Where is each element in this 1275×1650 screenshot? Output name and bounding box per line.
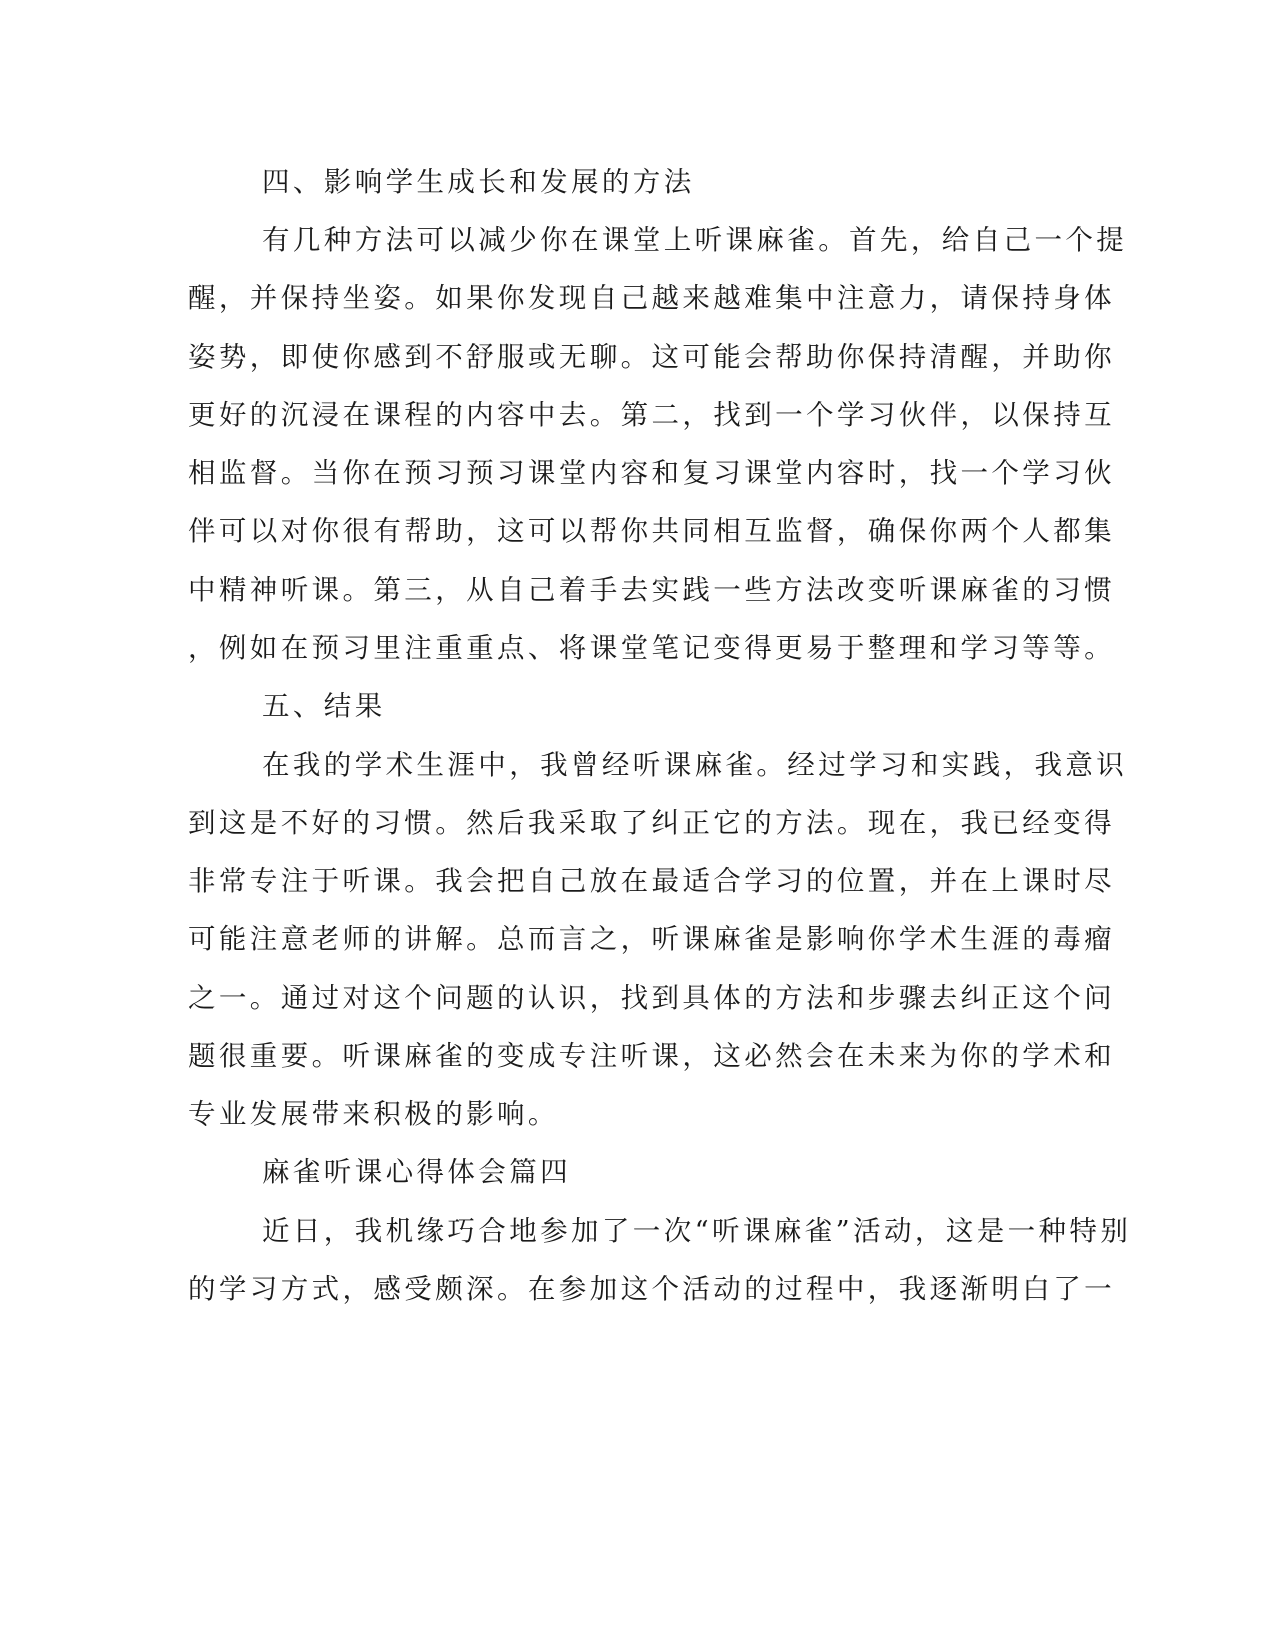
paragraph-line: 中精神听课。第三，从自己着手去实践一些方法改变听课麻雀的习惯: [188, 574, 1115, 606]
paragraph-line: 题很重要。听课麻雀的变成专注听课，这必然会在未来为你的学术和: [188, 1040, 1115, 1072]
paragraph-line: 更好的沉浸在课程的内容中去。第二，找到一个学习伙伴，以保持互: [188, 399, 1115, 431]
paragraph-line: 姿势，即使你感到不舒服或无聊。这可能会帮助你保持清醒，并助你: [188, 341, 1115, 373]
paragraph-line: 近日，我机缘巧合地参加了一次“听课麻雀”活动，这是一种特别: [262, 1215, 1132, 1247]
paragraph-line: 相监督。当你在预习预习课堂内容和复习课堂内容时，找一个学习伙: [188, 457, 1115, 489]
section-heading: 五、结果: [262, 690, 386, 722]
paragraph-line: 之一。通过对这个问题的认识，找到具体的方法和步骤去纠正这个问: [188, 982, 1115, 1014]
paragraph-line: 专业发展带来积极的影响。: [188, 1098, 559, 1130]
section-heading: 麻雀听课心得体会篇四: [262, 1156, 571, 1188]
paragraph-line: 有几种方法可以减少你在课堂上听课麻雀。首先，给自己一个提: [262, 224, 1128, 256]
paragraph-line: 可能注意老师的讲解。总而言之，听课麻雀是影响你学术生涯的毒瘤: [188, 923, 1115, 955]
paragraph-line: 到这是不好的习惯。然后我采取了纠正它的方法。现在，我已经变得: [188, 807, 1115, 839]
section-heading: 四、影响学生成长和发展的方法: [262, 166, 695, 198]
paragraph-line: 醒，并保持坐姿。如果你发现自己越来越难集中注意力，请保持身体: [188, 282, 1115, 314]
paragraph-line: 非常专注于听课。我会把自己放在最适合学习的位置，并在上课时尽: [188, 865, 1115, 897]
paragraph-line: ，例如在预习里注重重点、将课堂笔记变得更易于整理和学习等等。: [188, 632, 1115, 664]
paragraph-line: 的学习方式，感受颇深。在参加这个活动的过程中，我逐渐明白了一: [188, 1273, 1115, 1305]
paragraph-line: 在我的学术生涯中，我曾经听课麻雀。经过学习和实践，我意识: [262, 749, 1128, 781]
paragraph-line: 伴可以对你很有帮助，这可以帮你共同相互监督，确保你两个人都集: [188, 515, 1115, 547]
